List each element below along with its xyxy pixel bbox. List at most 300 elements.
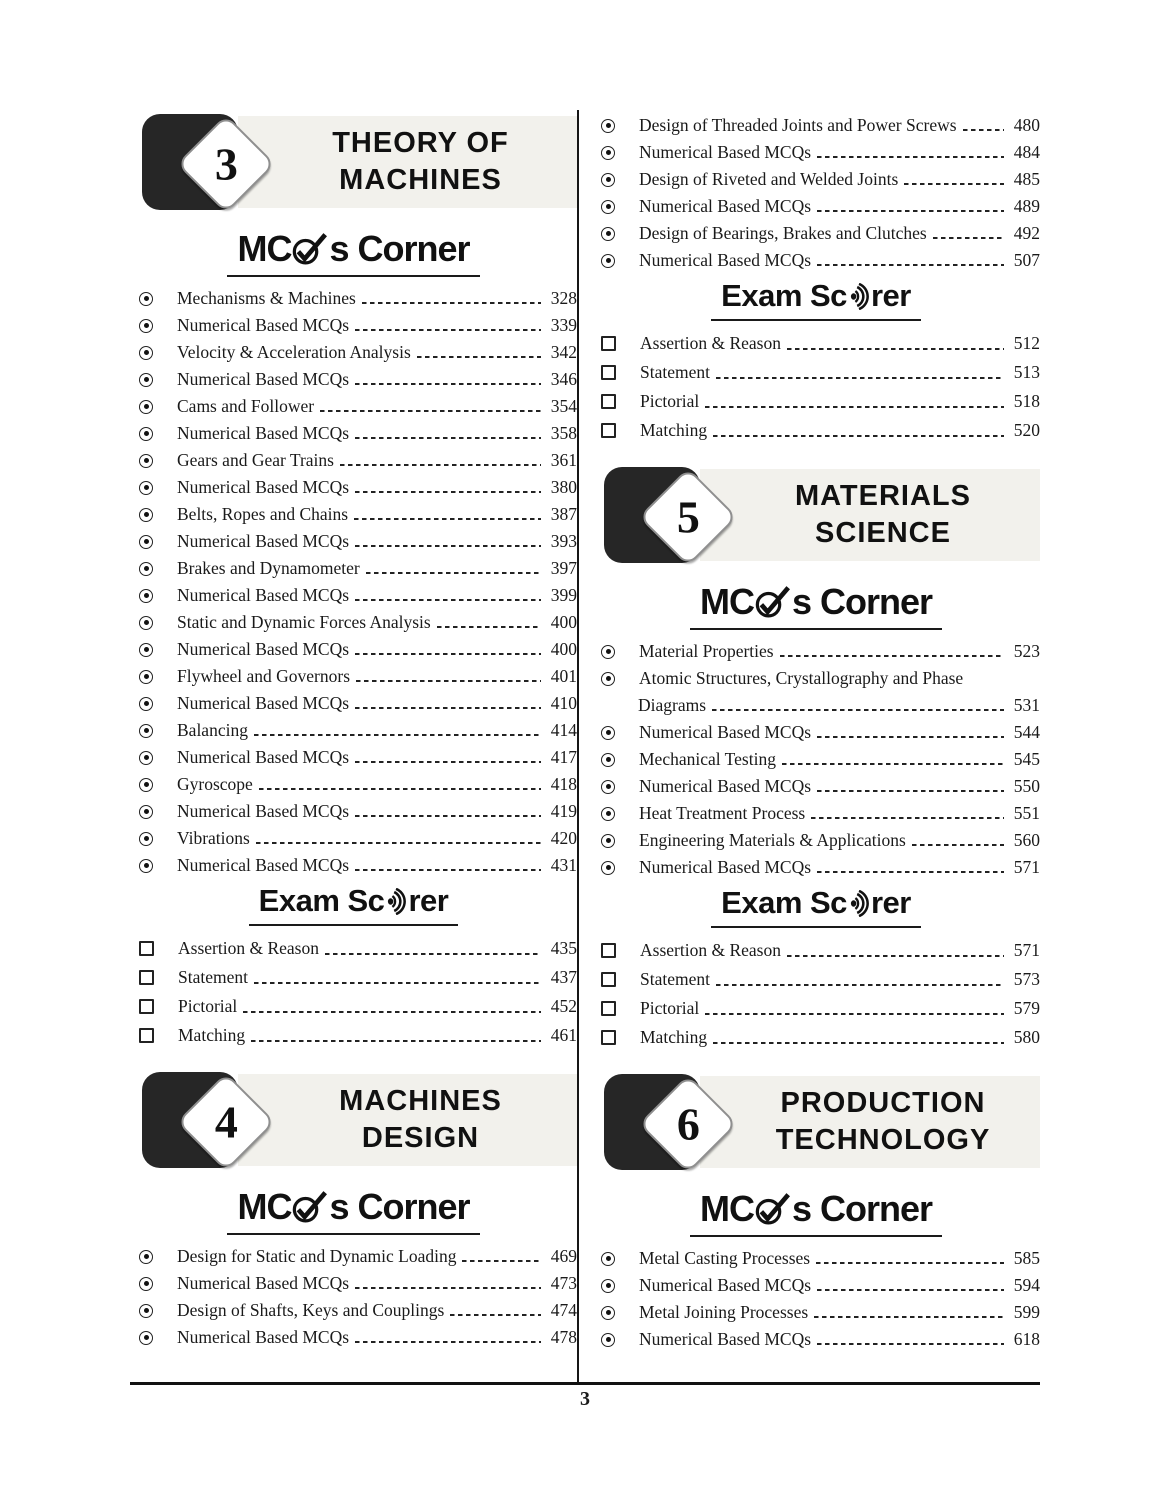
toc-entry: [130, 474, 577, 501]
chapter-title: [795, 478, 971, 552]
toc-entry: [130, 1324, 577, 1351]
bullet-dot-icon: [601, 726, 615, 740]
toc-page-number: 512: [1013, 333, 1040, 353]
toc-entry-label: Matching: [178, 1025, 246, 1045]
toc-page-number: 400: [550, 639, 577, 659]
toc-entry: [130, 393, 577, 420]
toc-page-number: 414: [550, 720, 577, 740]
toc-entry: [592, 854, 1040, 881]
chapter-number: 5: [676, 491, 700, 542]
toc-entry: [130, 1297, 577, 1324]
toc-leader-dashes: [355, 869, 541, 871]
toc-page-number: 545: [1013, 749, 1040, 769]
toc-entry: [130, 447, 577, 474]
toc-leader-dashes: [259, 788, 541, 790]
toc-leader-dashes: [340, 464, 541, 466]
toc-entry-label: Numerical Based MCQs: [177, 639, 350, 659]
toc-leader-dashes: [904, 183, 1004, 185]
toc-entry-label: Mechanical Testing: [639, 749, 776, 769]
toc-leader-dashes: [355, 653, 541, 655]
toc-leader-dashes: [355, 707, 541, 709]
bullet-dot-icon: [139, 373, 153, 387]
bullet-dot-icon: [601, 1333, 615, 1347]
toc-leader-dashes: [251, 1040, 541, 1042]
toc-page-number: 480: [1013, 115, 1040, 135]
bullet-square-icon: [601, 1030, 616, 1045]
toc-entry: [130, 555, 577, 582]
toc-leader-dashes: [713, 435, 1004, 437]
toc-page-number: 418: [550, 774, 577, 794]
toc-entry-list: [130, 934, 577, 1050]
logo-text-post: s Corner: [791, 581, 933, 622]
toc-entry-label: Design for Static and Dynamic Loading: [177, 1246, 457, 1266]
toc-leader-dashes: [325, 953, 541, 955]
bullet-dot-icon: [139, 724, 153, 738]
bullet-dot-icon: [139, 697, 153, 711]
toc-leader-dashes: [437, 626, 541, 628]
bullet-dot-icon: [139, 292, 153, 306]
bullet-dot-icon: [139, 508, 153, 522]
bullet-square-icon: [601, 336, 616, 351]
toc-page-number: 618: [1013, 1329, 1040, 1349]
toc-entry: [592, 773, 1040, 800]
bullet-dot-icon: [139, 346, 153, 360]
toc-leader-dashes: [355, 599, 541, 601]
toc-entry: [130, 798, 577, 825]
bullet-dot-icon: [601, 780, 615, 794]
toc-page-number: 399: [550, 585, 577, 605]
toc-entry-continuation: [592, 692, 1040, 719]
bullet-dot-icon: [601, 227, 615, 241]
toc-entry-label: Pictorial: [640, 391, 700, 411]
chapter-number: 4: [214, 1096, 238, 1147]
bullet-dot-icon: [139, 643, 153, 657]
toc-page-number: 419: [550, 801, 577, 821]
toc-page-number: 492: [1013, 223, 1040, 243]
toc-entry-label: Assertion & Reason: [640, 333, 781, 353]
toc-leader-dashes: [256, 842, 541, 844]
mcqs-corner-heading: [130, 228, 577, 277]
toc-entry: [592, 387, 1040, 416]
chapter-header: [592, 1072, 1040, 1172]
exam-scorer-logo: [711, 885, 921, 928]
bullet-dot-icon: [601, 200, 615, 214]
toc-entry-label: Numerical Based MCQs: [639, 196, 812, 216]
toc-entry: [130, 366, 577, 393]
toc-entry-label: Matching: [640, 1027, 708, 1047]
toc-page-number: 520: [1013, 420, 1040, 440]
toc-entry: [130, 501, 577, 528]
toc-leader-dashes: [817, 790, 1004, 792]
chapter-title-line: MACHINES: [339, 1085, 502, 1117]
chapter-number: 3: [214, 138, 238, 189]
toc-column-right: [592, 112, 1040, 1382]
toc-entry: [130, 744, 577, 771]
toc-leader-dashes: [355, 329, 541, 331]
toc-entry: [130, 1021, 577, 1050]
toc-leader-dashes: [716, 984, 1004, 986]
toc-entry-label: Gyroscope: [177, 774, 253, 794]
bullet-dot-icon: [139, 1250, 153, 1264]
bullet-dot-icon: [139, 319, 153, 333]
sonar-icon: [847, 283, 871, 310]
toc-page-number: 474: [550, 1300, 577, 1320]
toc-leader-dashes: [817, 156, 1004, 158]
toc-page-number: 599: [1013, 1302, 1040, 1322]
toc-leader-dashes: [254, 734, 541, 736]
bullet-dot-icon: [601, 146, 615, 160]
toc-page-number: 580: [1013, 1027, 1040, 1047]
toc-entry: [130, 339, 577, 366]
chapter-title-strip: [700, 469, 1040, 561]
mcqs-corner-logo: [690, 581, 942, 630]
toc-page-number: 473: [550, 1273, 577, 1293]
bullet-square-icon: [139, 941, 154, 956]
toc-entry: [130, 963, 577, 992]
exam-scorer-heading: [592, 278, 1040, 321]
chapter-title-strip: [238, 1074, 577, 1166]
toc-entry-label: Numerical Based MCQs: [639, 142, 812, 162]
toc-page-number: 431: [550, 855, 577, 875]
toc-entry: [592, 719, 1040, 746]
bullet-dot-icon: [139, 400, 153, 414]
logo-text-post: rer: [870, 278, 911, 313]
toc-entry-label: Diagrams: [638, 695, 707, 715]
toc-leader-dashes: [705, 406, 1004, 408]
bullet-dot-icon: [601, 672, 615, 686]
check-circle-icon: [754, 585, 792, 619]
toc-page-number: 469: [550, 1246, 577, 1266]
toc-entry: [592, 746, 1040, 773]
toc-entry: [592, 358, 1040, 387]
toc-entry-label: Numerical Based MCQs: [639, 776, 812, 796]
footer-rule: [130, 1382, 1040, 1385]
toc-entry-label: Numerical Based MCQs: [177, 1327, 350, 1347]
mcqs-corner-logo: [690, 1188, 942, 1237]
chapter-title-line: SCIENCE: [815, 517, 951, 549]
mcqs-corner-heading: [592, 1188, 1040, 1237]
toc-leader-dashes: [355, 1341, 541, 1343]
toc-page-number: 523: [1013, 641, 1040, 661]
toc-entry-label: Numerical Based MCQs: [177, 801, 350, 821]
logo-text-post: s Corner: [791, 1188, 933, 1229]
chapter-number: 6: [676, 1098, 700, 1149]
toc-page-number: 544: [1013, 722, 1040, 742]
toc-entry: [592, 1326, 1040, 1353]
toc-leader-dashes: [817, 1343, 1004, 1345]
toc-leader-dashes: [787, 348, 1004, 350]
toc-page-number: 380: [550, 477, 577, 497]
toc-page-number: 461: [550, 1025, 577, 1045]
toc-page-number: 452: [550, 996, 577, 1016]
chapter-title-strip: [700, 1076, 1040, 1168]
toc-entry: [130, 528, 577, 555]
toc-leader-dashes: [417, 356, 541, 358]
toc-leader-dashes: [811, 817, 1004, 819]
bullet-square-icon: [139, 1028, 154, 1043]
page-number: 3: [580, 1388, 590, 1410]
column-divider: [577, 110, 579, 1382]
bullet-square-icon: [601, 943, 616, 958]
toc-entry-list: [592, 1245, 1040, 1353]
toc-page-number: 328: [550, 288, 577, 308]
toc-leader-dashes: [716, 377, 1004, 379]
bullet-dot-icon: [139, 535, 153, 549]
chapter-title: [332, 125, 509, 199]
toc-entry: [592, 139, 1040, 166]
chapter-title: [776, 1085, 991, 1159]
exam-scorer-heading: [130, 883, 577, 926]
toc-leader-dashes: [462, 1260, 541, 1262]
toc-entry: [592, 329, 1040, 358]
chapter-title: [339, 1083, 502, 1157]
check-circle-icon: [291, 232, 329, 266]
toc-entry-label: Numerical Based MCQs: [177, 747, 350, 767]
toc-page-number: 513: [1013, 362, 1040, 382]
toc-entry: [130, 852, 577, 879]
toc-entry: [592, 416, 1040, 445]
toc-entry-label: Material Properties: [639, 641, 774, 661]
toc-entry-label: Numerical Based MCQs: [177, 423, 350, 443]
bullet-dot-icon: [139, 454, 153, 468]
toc-entry: [592, 247, 1040, 274]
toc-entry-label: Assertion & Reason: [178, 938, 319, 958]
bullet-dot-icon: [601, 834, 615, 848]
toc-page-number: 478: [550, 1327, 577, 1347]
toc-entry-label: Design of Bearings, Brakes and Clutches: [639, 223, 927, 243]
logo-text-pre: MC: [699, 1188, 754, 1229]
toc-leader-dashes: [712, 709, 1004, 711]
bullet-square-icon: [601, 972, 616, 987]
toc-page-number: 571: [1013, 940, 1040, 960]
toc-entry: [592, 827, 1040, 854]
toc-entry: [592, 1272, 1040, 1299]
toc-leader-dashes: [817, 871, 1004, 873]
toc-entry-label: Balancing: [177, 720, 248, 740]
toc-entry-label: Numerical Based MCQs: [639, 1329, 812, 1349]
toc-entry: [592, 800, 1040, 827]
bullet-dot-icon: [139, 1331, 153, 1345]
toc-leader-dashes: [243, 1011, 541, 1013]
toc-entry: [130, 825, 577, 852]
toc-entry-label: Heat Treatment Process: [639, 803, 806, 823]
check-circle-icon: [754, 1192, 792, 1226]
toc-entry-label: Numerical Based MCQs: [177, 585, 350, 605]
exam-scorer-logo: [249, 883, 459, 926]
toc-entry: [130, 934, 577, 963]
toc-page-number: 397: [550, 558, 577, 578]
toc-entry-label: Engineering Materials & Applications: [639, 830, 906, 850]
toc-page-number: 571: [1013, 857, 1040, 877]
toc-entry: [130, 690, 577, 717]
bullet-dot-icon: [139, 616, 153, 630]
toc-entry-label: Assertion & Reason: [640, 940, 781, 960]
mcqs-corner-logo: [227, 228, 479, 277]
toc-entry: [130, 285, 577, 312]
toc-entry-label: Numerical Based MCQs: [177, 531, 350, 551]
toc-leader-dashes: [355, 815, 541, 817]
bullet-dot-icon: [139, 859, 153, 873]
toc-entry: [130, 717, 577, 744]
toc-entry: [130, 663, 577, 690]
bullet-dot-icon: [139, 427, 153, 441]
bullet-dot-icon: [139, 1304, 153, 1318]
bullet-dot-icon: [139, 562, 153, 576]
sonar-icon: [847, 890, 871, 917]
toc-leader-dashes: [362, 302, 541, 304]
toc-entry: [592, 994, 1040, 1023]
toc-entry-label: Flywheel and Governors: [177, 666, 351, 686]
toc-entry-list: [130, 1243, 577, 1351]
toc-page-number: 579: [1013, 998, 1040, 1018]
toc-entry: [130, 420, 577, 447]
toc-page-number: 435: [550, 938, 577, 958]
toc-page-number: 551: [1013, 803, 1040, 823]
toc-entry-label: Brakes and Dynamometer: [177, 558, 360, 578]
toc-leader-dashes: [254, 982, 541, 984]
toc-entry-label: Numerical Based MCQs: [177, 315, 350, 335]
bullet-square-icon: [601, 365, 616, 380]
toc-leader-dashes: [450, 1314, 541, 1316]
toc-entry-label: Belts, Ropes and Chains: [177, 504, 349, 524]
toc-entry: [130, 609, 577, 636]
toc-entry-list: [592, 638, 1040, 881]
toc-entry: [592, 638, 1040, 665]
toc-leader-dashes: [782, 763, 1004, 765]
bullet-dot-icon: [601, 254, 615, 268]
toc-entry: [130, 312, 577, 339]
toc-entry-label: Numerical Based MCQs: [639, 722, 812, 742]
logo-text-post: s Corner: [329, 228, 470, 269]
toc-leader-dashes: [354, 518, 541, 520]
toc-entry: [130, 582, 577, 609]
toc-columns: [130, 112, 1040, 1382]
bullet-dot-icon: [139, 778, 153, 792]
toc-page-number: 417: [550, 747, 577, 767]
bullet-dot-icon: [601, 119, 615, 133]
bullet-dot-icon: [601, 1252, 615, 1266]
toc-leader-dashes: [816, 1262, 1004, 1264]
toc-entry-label: Vibrations: [177, 828, 250, 848]
bullet-dot-icon: [139, 832, 153, 846]
bullet-dot-icon: [139, 805, 153, 819]
chapter-title-strip: [238, 116, 577, 208]
toc-entry: [592, 1245, 1040, 1272]
toc-entry: [130, 992, 577, 1021]
logo-text-post: s Corner: [329, 1186, 470, 1227]
chapter-header: [592, 465, 1040, 565]
toc-entry: [130, 1243, 577, 1270]
toc-entry: [592, 665, 1040, 692]
toc-entry: [592, 1299, 1040, 1326]
toc-leader-dashes: [817, 264, 1004, 266]
toc-leader-dashes: [355, 761, 541, 763]
toc-leader-dashes: [705, 1013, 1004, 1015]
chapter-header: [130, 1070, 577, 1170]
toc-page-number: 594: [1013, 1275, 1040, 1295]
toc-page-number: 354: [550, 396, 577, 416]
toc-entry: [592, 166, 1040, 193]
toc-entry: [130, 771, 577, 798]
toc-entry: [592, 220, 1040, 247]
bullet-dot-icon: [139, 589, 153, 603]
logo-text-pre: Exam Sc: [258, 883, 385, 918]
logo-text-post: rer: [870, 885, 911, 920]
logo-text-post: rer: [408, 883, 449, 918]
toc-entry-label: Design of Riveted and Welded Joints: [639, 169, 899, 189]
toc-entry-label: Metal Casting Processes: [639, 1248, 811, 1268]
toc-leader-dashes: [817, 1289, 1004, 1291]
toc-leader-dashes: [787, 955, 1004, 957]
toc-entry-label: Matching: [640, 420, 708, 440]
toc-entry-label: Mechanisms & Machines: [177, 288, 356, 308]
toc-leader-dashes: [814, 1316, 1004, 1318]
toc-entry: [130, 636, 577, 663]
bullet-dot-icon: [601, 861, 615, 875]
toc-page-number: 393: [550, 531, 577, 551]
bullet-dot-icon: [139, 1277, 153, 1291]
toc-entry-label: Pictorial: [178, 996, 238, 1016]
toc-entry-label: Gears and Gear Trains: [177, 450, 334, 470]
bullet-dot-icon: [139, 751, 153, 765]
toc-entry-label: Design of Threaded Joints and Power Screws: [639, 115, 957, 135]
toc-entry: [592, 193, 1040, 220]
chapter-title-line: MATERIALS: [794, 480, 971, 512]
bullet-dot-icon: [601, 173, 615, 187]
toc-page-number: 518: [1013, 391, 1040, 411]
mcqs-corner-heading: [130, 1186, 577, 1235]
bullet-dot-icon: [601, 1279, 615, 1293]
chapter-title-line: DESIGN: [361, 1122, 480, 1154]
toc-entry-list: [592, 936, 1040, 1052]
toc-entry-label: Numerical Based MCQs: [639, 250, 812, 270]
toc-entry-label: Velocity & Acceleration Analysis: [177, 342, 411, 362]
toc-entry-list: [592, 112, 1040, 274]
check-circle-icon: [291, 1190, 329, 1224]
toc-entry: [592, 1023, 1040, 1052]
toc-entry-label: Statement: [178, 967, 248, 987]
toc-entry: [130, 1270, 577, 1297]
toc-entry-label: Cams and Follower: [177, 396, 315, 416]
chapter-header: [130, 112, 577, 212]
toc-entry-list: [130, 285, 577, 879]
toc-entry-label: Design of Shafts, Keys and Couplings: [177, 1300, 445, 1320]
toc-page-number: 507: [1013, 250, 1040, 270]
toc-page-number: 531: [1013, 695, 1040, 715]
toc-leader-dashes: [933, 237, 1004, 239]
toc-entry-label: Numerical Based MCQs: [639, 857, 812, 877]
toc-entry-label: Pictorial: [640, 998, 700, 1018]
toc-entry-label: Numerical Based MCQs: [177, 855, 350, 875]
toc-page-number: 573: [1013, 969, 1040, 989]
toc-column-left: [130, 112, 577, 1382]
chapter-title-line: PRODUCTION: [780, 1087, 986, 1119]
mcqs-corner-logo: [227, 1186, 479, 1235]
bullet-square-icon: [601, 423, 616, 438]
toc-page-number: 342: [550, 342, 577, 362]
toc-page-number: 401: [550, 666, 577, 686]
exam-scorer-heading: [592, 885, 1040, 928]
logo-text-pre: Exam Sc: [721, 278, 847, 313]
toc-page-number: 585: [1013, 1248, 1040, 1268]
bullet-dot-icon: [601, 753, 615, 767]
toc-entry-label: Numerical Based MCQs: [177, 693, 350, 713]
bullet-square-icon: [601, 1001, 616, 1016]
toc-leader-dashes: [817, 210, 1004, 212]
toc-leader-dashes: [355, 437, 541, 439]
bullet-square-icon: [139, 999, 154, 1014]
toc-page-number: 484: [1013, 142, 1040, 162]
